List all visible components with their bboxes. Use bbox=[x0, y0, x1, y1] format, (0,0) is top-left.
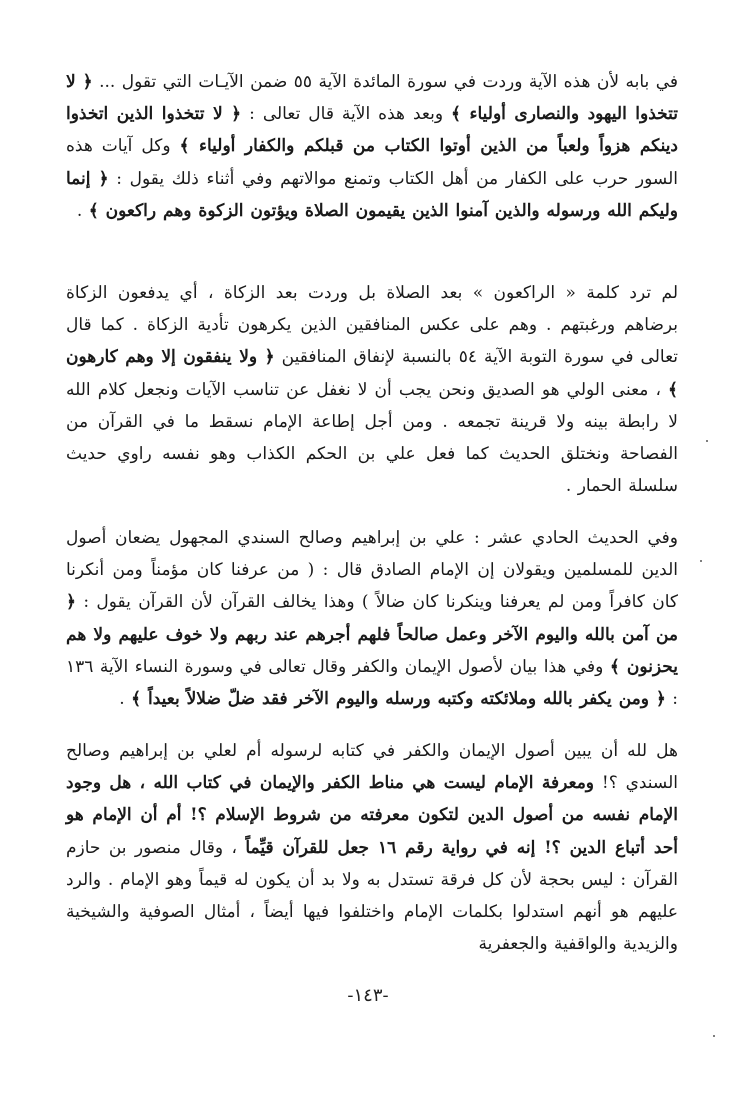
body-text: وفي هذا بيان لأصول الإيمان والكفر وقال تعالى في وسورة النساء الآية ١٣٦ : bbox=[66, 656, 678, 710]
quran-quote: ﴿ ولا ينفقون إلا وهم كارهون ﴾ bbox=[66, 347, 678, 400]
paragraph-1 bbox=[66, 66, 678, 227]
body-text: هل لله أن يبين أصول الإيمان والكفر في كتابه لرسوله أم لعلي بن إبراهيم وصالح السندي ؟! bbox=[66, 741, 678, 794]
body-text: لم ترد كلمة « الراكعون » بعد الصلاة بل وردت بعد الزكاة ، أي يدفعون الزكاة برضاهم ورغبتهم . وهم على عكس المنافقين الذين يكرهون تأدية الزكاة . كما قال تعالى في سورة التوبة الآية ٥٤ بالنسبة لإنفاق المنافقين bbox=[66, 283, 679, 368]
quran-quote: ﴿ لا تتخذوا الذين اتخذوا دينكم هزواً ولعباً من الذين أوتوا الكتاب من قبلكم والكفار أولياء ﴾ bbox=[66, 104, 679, 157]
body-text: ، وقال منصور بن حازم القرآن : ليس بحجة لأن كل فرقة تستدل به ولا بد أن يكون له قيماً وهو الإمام . والرد عليهم هو أنهم استدلوا بكلمات الإمام واختلفوا فيها أيضاً ، أمثال الصوفية والشيخية والزيدية والواقفية والجعفرية bbox=[66, 837, 678, 955]
quran-quote: ﴿ ومن يكفر بالله وملائكته وكتبه ورسله واليوم الآخر فقد ضلّ ضلالاً بعيداً ﴾ bbox=[131, 689, 666, 710]
body-text: . bbox=[119, 689, 132, 710]
scan-speck bbox=[706, 440, 708, 442]
scan-speck bbox=[713, 1035, 715, 1037]
quran-quote: ومعرفة الإمام ليست هي مناط الكفر والإيمان في كتاب الله ، هل وجود الإمام نفسه من أصول الدين لتكون معرفته من شروط الإسلام ؟! أم أن الإمام هو أحد أتباع الدين ؟! إنه في رواية رقم ١٦ جعل للقرآن قيِّماً bbox=[66, 773, 678, 858]
paragraph-3 bbox=[66, 522, 678, 715]
body-text: وبعد هذه الآية قال تعالى : bbox=[241, 104, 452, 125]
quran-quote: ﴿ لا تتخذوا اليهود والنصارى أولياء ﴾ bbox=[66, 72, 678, 125]
quran-quote: ﴿ إنما وليكم الله ورسوله والذين آمنوا الذين يقيمون الصلاة ويؤتون الزكوة وهم راكعون ﴾ bbox=[66, 168, 678, 221]
paragraph-4 bbox=[66, 735, 678, 960]
body-text: ، معنى الولي هو الصديق ونحن يجب أن لا نغفل عن تناسب الآيات ونجعل كلام الله لا رابطة بينه ولا قرينة تجمعه . ومن أجل إطاعة الإمام نسقط ما في القرآن من الفصاحة ونختلق الحديث كما فعل علي بن الحكم الكذاب وهو نفسه راوي حديث سلسلة الحمار . bbox=[66, 379, 678, 497]
page-number: -١٤٣- bbox=[347, 985, 389, 1006]
body-text: في بابه لأن هذه الآية وردت في سورة المائدة الآية ٥٥ ضمن الآيـات التي تقول ... bbox=[92, 72, 679, 92]
paragraph-2 bbox=[66, 277, 678, 502]
body-text: وكل آيات هذه السور حرب على الكفار من أهل الكتاب وتمنع موالاتهم وفي أثناء ذلك يقول : bbox=[66, 136, 678, 189]
body-text: وفي الحديث الحادي عشر : علي بن إبراهيم وصالح السندي المجهول يضعان أصول الدين للمسلمين ويقولان إن الإمام الصادق قال : ( من عرفنا كان مؤمناً ومن أنكرنا كان كافراً ومن لم يعرفنا وينكرنا كان ضالاً ) وهذا يخالف القرآن لأن القرآن يقول : bbox=[66, 528, 678, 613]
scan-speck bbox=[700, 560, 702, 562]
quran-quote: ﴿ من آمن بالله واليوم الآخر وعمل صالحاً فلهم أجرهم عند ربهم ولا خوف عليهم ولا هم يحزنون ﴾ bbox=[66, 592, 679, 677]
body-text: . bbox=[76, 200, 89, 221]
